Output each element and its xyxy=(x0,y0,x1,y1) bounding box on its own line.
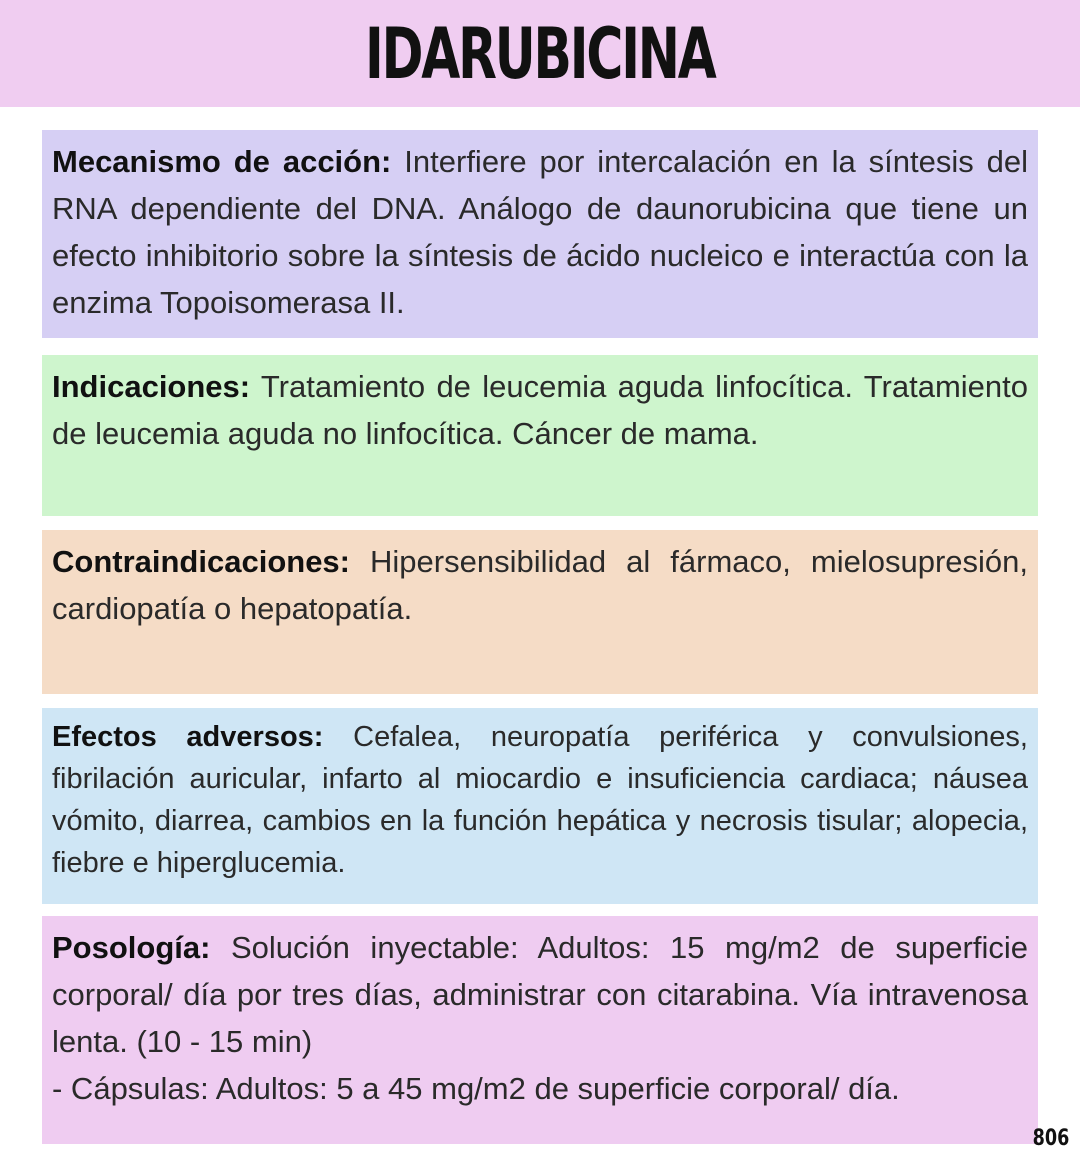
dosage-section xyxy=(42,916,1038,1144)
indications-section xyxy=(42,355,1038,516)
dosage-capsules-text: - Cápsulas: Adultos: 5 a 45 mg/m2 de superficie corporal/ día. xyxy=(52,1071,900,1106)
contraindications-label: Contraindicaciones: xyxy=(52,544,350,579)
mechanism-section xyxy=(42,130,1038,338)
mechanism-text: Interfiere por intercalación en la síntesis del RNA dependiente del DNA. Análogo de daunorubicina que tiene un efecto inhibitorio sobre la síntesis de ácido nucleico e interactúa con la enzima Topoisomerasa II. xyxy=(52,144,1028,320)
mechanism-label: Mecanismo de acción: xyxy=(52,144,392,179)
page-title: IDARUBICINA xyxy=(365,12,715,95)
contraindications-text: Hipersensibilidad al fármaco, mielosupresión, cardiopatía o hepatopatía. xyxy=(52,544,1028,626)
dosage-label: Posología: xyxy=(52,930,211,965)
adverse-effects-section xyxy=(42,708,1038,904)
indications-label: Indicaciones: xyxy=(52,369,251,404)
adverse-effects-text: Cefalea, neuropatía periférica y convulsiones, fibrilación auricular, infarto al miocardio e insuficiencia cardiaca; náusea vómito, diarrea, cambios en la función hepática y necrosis tisular; alopecia, fiebre e hiperglucemia. xyxy=(52,721,1028,879)
contraindications-section xyxy=(42,530,1038,694)
dosage-text: Solución inyectable: Adultos: 15 mg/m2 de superficie corporal/ día por tres días, administrar con citarabina. Vía intravenosa lenta. (10 - 15 min) xyxy=(52,930,1028,1059)
indications-text: Tratamiento de leucemia aguda linfocítica. Tratamiento de leucemia aguda no linfocítica. Cáncer de mama. xyxy=(52,369,1028,451)
title-banner xyxy=(0,0,1080,107)
page-number: 806 xyxy=(1032,1126,1070,1151)
adverse-effects-label: Efectos adversos: xyxy=(52,721,324,753)
